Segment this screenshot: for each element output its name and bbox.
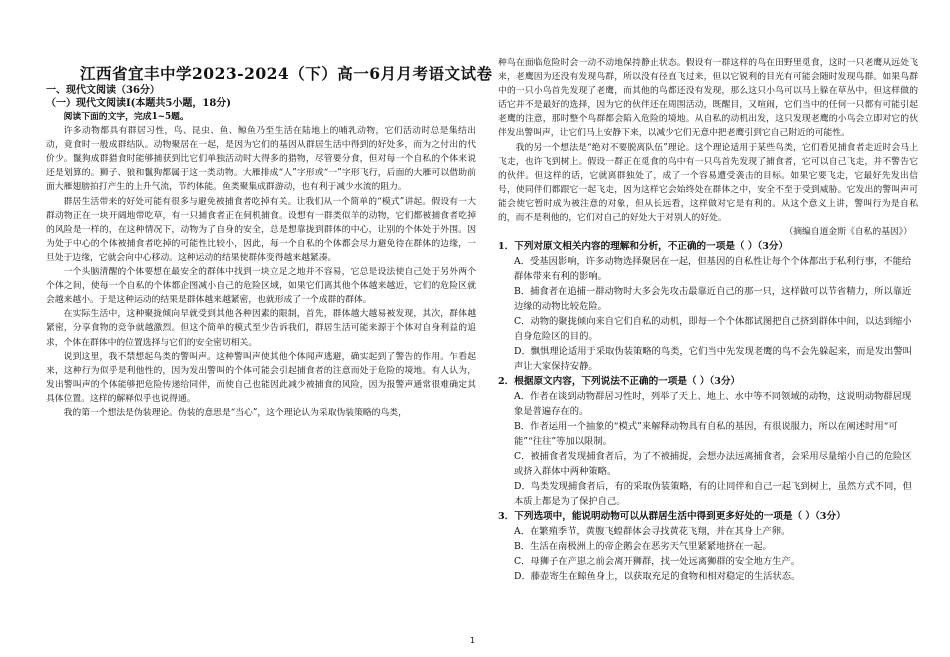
question-option: D．飘惧理论适用于采取伪装策略的鸟类，它们当中先发现老鹰的鸟不会先躲起来，而是发出警叫声让大家保持安静。 xyxy=(514,346,912,373)
question-stem: 2．根据原文内容，下列说法不正确的一项是（ ）（3分） xyxy=(498,376,741,388)
exam-title: 江西省宜丰中学2023-2024（下）高一6月月考语文试卷 xyxy=(80,64,493,83)
question-option: D．藤壶寄生在鲸鱼身上，以获取充足的食物和相对稳定的生活状态。 xyxy=(514,571,801,583)
instruction: 阅读下面的文字，完成1~5题。 xyxy=(63,112,189,122)
question-option: A．受基因影响，许多动物选择聚居在一起，但基因的自私性让每个个体都出于私利行事，不能给群体带来有利的影响。 xyxy=(514,256,912,283)
passage-paragraph: 群居生活带来的好处可能有很多与避免被捕食者吃掉有关。让我们从一个简单的“模式”讲起。假设有一大群动物正在一块开阔地带吃草，有一只捕食者正在伺机捕食。设想有一群类似羊的动物，它们都被捕食者吃掉的风险是一样的，在这种情况下，动物为了自身的安全，总是想靠拢到群体的中心，让别的个体处于外围。因为处于中心的个体被捕食者吃掉的可能性比较小，因此，每一个自私的个体都会尽力避免待在群体的边缘，一旦处于边缘，它就会向中心移动。这种运动的结果使群体变得越来越紧凑。 xyxy=(46,196,476,263)
question-option: D．鸟类发现捕食者后，有的采取伪装策略，有的让同伴和自己一起飞到树上，虽然方式不同，但本质上都是为了保护自己。 xyxy=(514,481,912,508)
question-option: B．作者运用一个抽象的“模式”来解释动物具有自私的基因，有很说服力，所以在阐述时用“可能”“往往”等加以限制。 xyxy=(514,421,898,448)
question-stem: 1．下列对原文相关内容的理解和分析，不正确的一项是（ ）（3分） xyxy=(498,241,789,253)
passage-paragraph: 种鸟在面临危险时会一动不动地保持静止状态。假设有一群这样的鸟在田野里觅食，这时一只老鹰从远处飞来，老鹰因为还没有发现鸟群，所以没有径直飞过来，但以它锐利的目光有可能会随时发现鸟群。如果鸟群中的一只小鸟首先发现了老鹰，而其他的鸟都还没有发现，那么这只小鸟可以马上躲在草丛中，但这样做的话它并不是最好的选择，因为它的伙伴还在周围活动，既醒目，又喧闹，它们当中的任何一只都有可能引起老鹰的注意，那时整个鸟群都会陷入危险的境地。从自私的动机出发，这只发现老鹰的小鸟会立即对它的伙伴发出警叫声，让它们马上安静下来，以减少它们无意中把老鹰引到它自己附近的可能性。 xyxy=(498,58,918,139)
question-option: C．动物的聚拢倾向来自它们自私的动机，即每一个个体都试图把自己挤到群体中间，以达到缩小自身危险区的目的。 xyxy=(514,316,912,343)
question-option: A．在繁殖季节，黄腹飞蝗群体会寻找黄花飞翔，并在其身上产卵。 xyxy=(514,526,791,538)
question-option: C．被捕食者发现捕食者后，为了不被捕捉，会想办法远离捕食者，会采用尽量缩小自己的危险区或挤入群体中两种策略。 xyxy=(514,451,912,478)
passage-paragraph: 我的另一个想法是“绝对不要脱离队伍”理论。这个理论适用于某些鸟类，它们看见捕食者走近时会马上飞走，也许飞到树上。假设一群正在觅食的鸟中有一只鸟首先发现了捕食者，它可以自己飞走，并不警告它的伙伴。但这样的话，它就离群独处了，成了一个容易遭受袭击的目标。如果它要飞走，它最好先发出信号，使同伴们都跟它一起飞走，因为这样它会始终处在群体之中，安全不至于受到威胁。它发出的警叫声可能会使它暂时成为被注意的对象，但从长远看，这样做对它是有利的。从这个意义上讲，警叫行为是自私的，而不是利他的，它们对自己的好处大于对别人的好处。 xyxy=(498,142,918,224)
passage-paragraph: 在实际生活中，这种聚拢倾向早就受到其他各种因素的限制，首先，群体越大越易被发现，其次，群体越紧密，分享食物的竞争就越激烈。但这个简单的模式至少告诉我们，群居生活可能来源于个体对自身利益的追求，个体在群体中的位置选择与它们的安全密切相关。 xyxy=(46,309,476,348)
passage-paragraph: 一个头脑清醒的个体要想在最安全的群体中找到一块立足之地并不容易，它总是设法使自己处于另外两个个体之间，使每一个自私的个体都企图减小自己的危险区域，如果它们离其他个体越来越近，它们的危险区就会越来越小。于是这种运动的结果是群体越来越紧密，也就形成了一个成群的群体。 xyxy=(46,267,476,306)
question-option: C．母狮子在产崽之前会离开狮群，找一处远离狮群的安全地方生产。 xyxy=(514,556,801,568)
section-heading: 一、现代文阅读（36分） xyxy=(46,85,160,96)
question-1 xyxy=(498,239,918,374)
subsection-heading: （一）现代文阅读Ⅰ(本题共5小题，18分) xyxy=(46,98,232,109)
right-column xyxy=(498,56,918,621)
question-2 xyxy=(498,374,918,509)
question-option: B．生活在南极洲上的帝企鹅会在恶劣天气里紧紧地挤在一起。 xyxy=(514,541,772,553)
question-option: B．捕食者在追捕一群动物时大多会先攻击最靠近自己的那一只，这样做可以节省精力，所以靠近边缘的动物比较危险。 xyxy=(514,286,912,313)
question-stem: 3．下列选项中，能说明动物可以从群居生活中得到更多好处的一项是（ ）（3分） xyxy=(498,511,846,523)
left-column xyxy=(46,84,476,624)
passage-paragraph: 许多动物都具有群居习性，鸟、昆虫、鱼、鲸鱼乃至生活在陆地上的哺乳动物，它们活动时总是集结出动，竟食时一般成群结队。动物聚居在一起，是因为它们的基因从群居生活中得到的好处多，而为之付出的代价少。鬣狗成群猎食时能够捕获到比它们单独活动时大得多的猎物，尽管要分食，但对每一个自私的个体来说还是划算的。狮子、狼和鬣狗都属于这一类动物。大雁排成“人”字形或“一”字形飞行，后面的大雁可以借助前面大雁翅膀拍打产生的上升气流，节约体能。鱼类聚集成群游动，也有利于减少水流的阻力。 xyxy=(46,126,476,193)
passage-source: （摘编自道金斯《自私的基因》） xyxy=(784,227,912,238)
passage-paragraph: 说到这里，我不禁想起鸟类的警叫声。这种警叫声使其他个体闻声逃避，确实起到了警告的作用。乍看起来，这种行为似乎是利他性的，因为发出警叫的个体可能会引起捕食者的注意而处于危险的境地。有人认为，发出警叫声的个体能够把危险传递给同伴，而使自己也能因此减少被捕食的风险，因为报警声通常很难确定其具体位置。这样的解释似乎也说得通。 xyxy=(46,351,476,404)
passage-paragraph: 我的第一个想法是伪装理论。伪装的意思是“当心”，这个理论认为采取伪装策略的鸟类， xyxy=(63,407,407,418)
question-3 xyxy=(498,509,918,584)
question-option: A．作者在谈到动物群居习性时，列举了天上、地上、水中等不同领域的动物，这说明动物群居现象是普遍存在的。 xyxy=(514,391,912,418)
page-number: 1 xyxy=(470,636,476,645)
